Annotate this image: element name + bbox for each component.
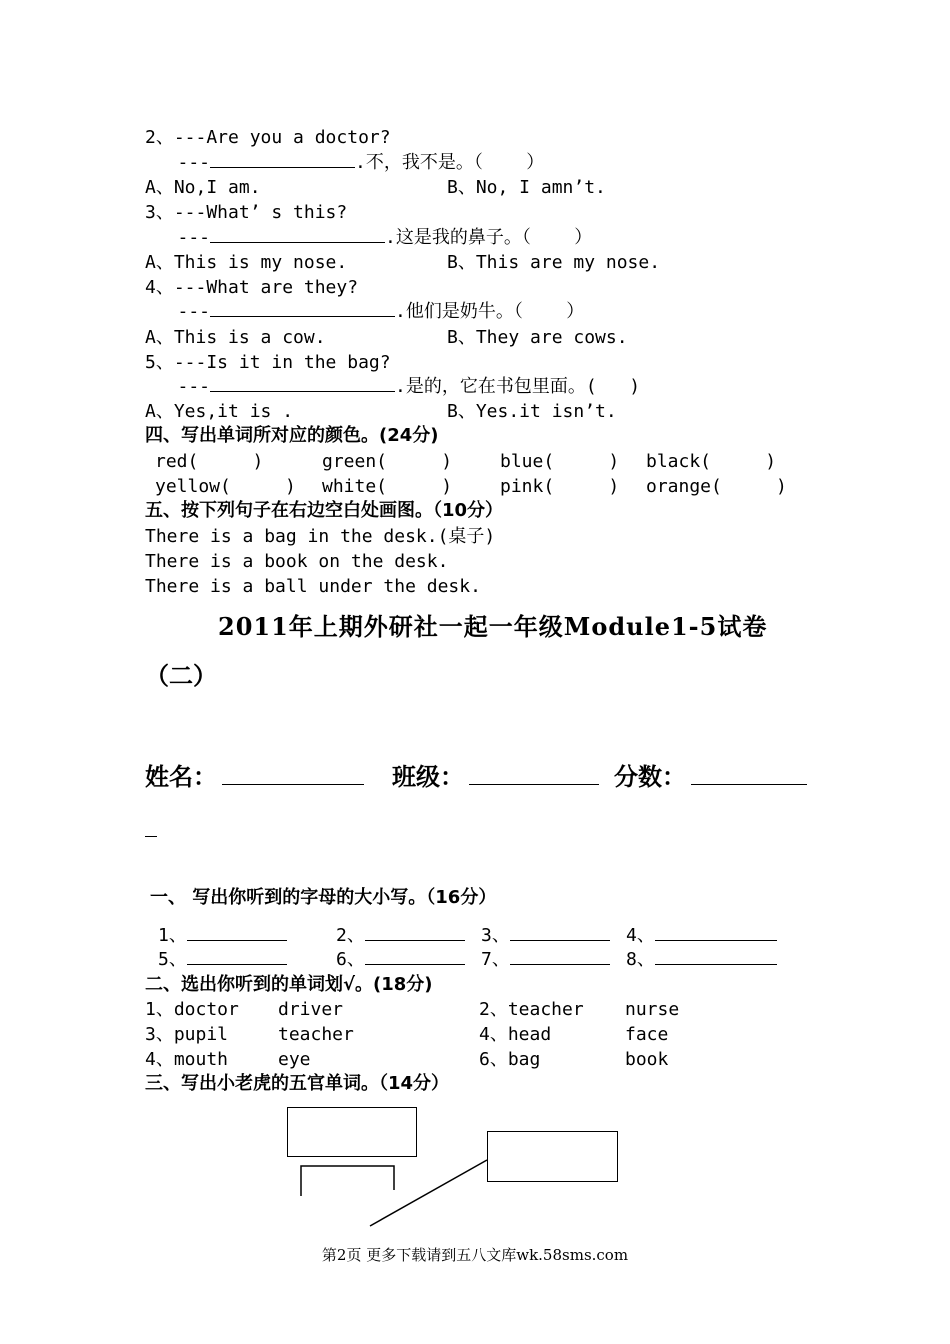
letter-6: 6、 (336, 948, 465, 972)
part2-section-3-title: 三、写出小老虎的五官单词。（14分） (145, 1073, 450, 1094)
section-5-title: 五、按下列句子在右边空白处画图。（10分） (145, 500, 504, 521)
q5-option-b: B、Yes.it isn’t. (447, 401, 617, 422)
part2-section-1-title: 一、 写出你听到的字母的大小写。（16分） (150, 887, 497, 908)
color-yellow: yellow( ) (155, 476, 296, 497)
word-option[interactable]: 3、pupil (145, 1024, 229, 1045)
pointer-bracket (301, 1166, 394, 1196)
q4-question: 4、---What are they? (145, 277, 359, 298)
page-footer: 第2页 更多下载请到五八文库wk.58sms.com (321, 1246, 629, 1264)
letter-7: 7、 (481, 948, 610, 972)
part2-section-2-title: 二、选出你听到的单词划√。(18分) (145, 974, 433, 995)
q2-option-a: A、No,I am. (145, 177, 261, 198)
letter-8: 8、 (626, 948, 777, 972)
color-pink: pink( ) (500, 476, 620, 497)
color-blue: blue( ) (500, 451, 620, 472)
q5-option-a: A、Yes,it is . (145, 401, 294, 422)
exam-title: 2011年上期外研社一起一年级Module1-5试卷 (218, 612, 768, 641)
word-option[interactable]: nurse (625, 999, 680, 1020)
word-option[interactable]: book (625, 1049, 669, 1070)
q5-answer-line: --- .是的，它在书包里面。( ) (145, 376, 641, 397)
q3-option-a: A、This is my nose. (145, 252, 348, 273)
color-green: green( ) (322, 451, 453, 472)
q4-option-b: B、They are cows. (447, 327, 628, 348)
pointer-line (370, 1160, 487, 1226)
word-option[interactable]: driver (278, 999, 344, 1020)
q2-answer-line: --- .不，我不是。（ ） (145, 152, 545, 173)
q5-question: 5、---Is it in the bag? (145, 352, 391, 373)
word-option[interactable]: 4、head (479, 1024, 552, 1045)
color-black: black( ) (646, 451, 777, 472)
q2-question: 2、---Are you a doctor? (145, 127, 391, 148)
sentence-2: There is a book on the desk. (145, 551, 449, 572)
word-option[interactable]: 1、doctor (145, 999, 239, 1020)
exam-title-part: （二） (145, 661, 217, 690)
letter-1: 1、 (158, 924, 287, 948)
letter-4: 4、 (626, 924, 777, 948)
q4-option-a: A、This is a cow. (145, 327, 326, 348)
word-option[interactable]: eye (278, 1049, 311, 1070)
q3-answer-line: --- .这是我的鼻子。（ ） (145, 227, 593, 248)
color-red: red( ) (155, 451, 264, 472)
letter-3: 3、 (481, 924, 610, 948)
q3-question: 3、---What’ s this? (145, 202, 348, 223)
section-4-title: 四、写出单词所对应的颜色。(24分) (145, 425, 439, 446)
word-option[interactable]: teacher (278, 1024, 354, 1045)
q4-answer-line: --- .他们是奶牛。（ ） (145, 301, 585, 322)
letter-2: 2、 (336, 924, 465, 948)
sentence-1: There is a bag in the desk.(桌子) (145, 526, 496, 547)
sentence-3: There is a ball under the desk. (145, 576, 481, 597)
color-white: white( ) (322, 476, 453, 497)
color-orange: orange( ) (646, 476, 787, 497)
word-option[interactable]: 2、teacher (479, 999, 584, 1020)
word-option[interactable]: 4、mouth (145, 1049, 229, 1070)
q3-option-b: B、This are my nose. (447, 252, 661, 273)
name-label: 姓名： (145, 762, 217, 791)
word-option[interactable]: 6、bag (479, 1049, 541, 1070)
letter-5: 5、 (158, 948, 287, 972)
word-option[interactable]: face (625, 1024, 669, 1045)
q2-option-b: B、No, I amn’t. (447, 177, 606, 198)
class-label: 班级： (392, 762, 464, 791)
score-label: 分数： (614, 762, 686, 791)
